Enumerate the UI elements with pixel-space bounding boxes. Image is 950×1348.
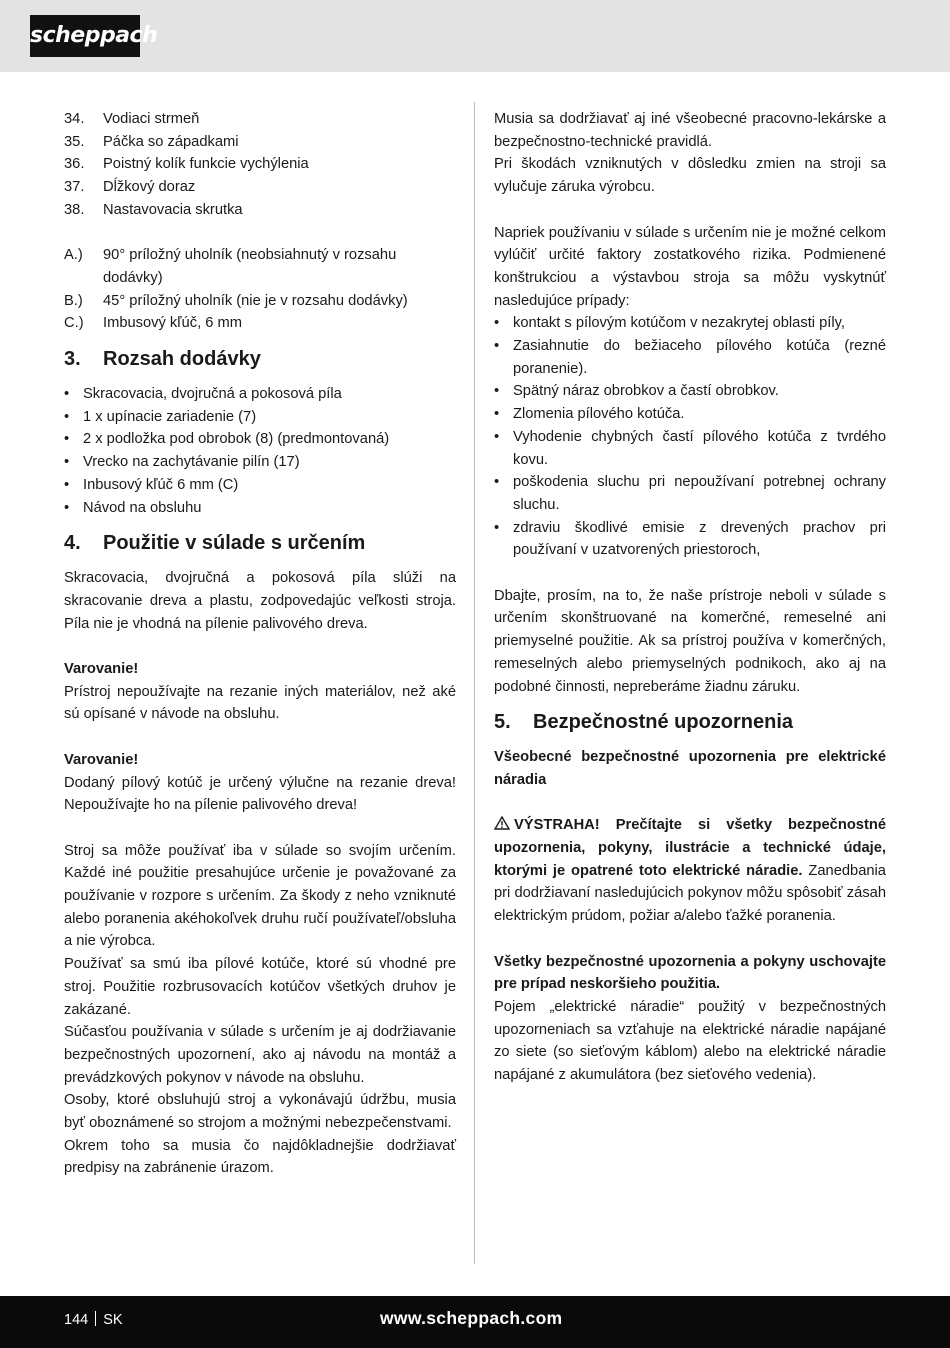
residual-risk-list xyxy=(494,312,886,562)
paragraph: Musia sa dodržiavať aj iné všeobecné pracovno-lekárske a bezpečnostno-technické pravidlá. xyxy=(494,111,886,150)
list-item: • Vyhodenie chybných častí pílového kotúča z tvrdého kovu. xyxy=(494,426,886,471)
list-item: • 2 x podložka pod obrobok (8) (predmontovaná) xyxy=(64,428,456,451)
paragraph: Okrem toho sa musia čo najdôkladnejšie dodržiavať predpisy na zabránenie úrazom. xyxy=(64,1137,456,1177)
paragraph: Stroj sa môže používať iba v súlade so svojím určením. Každé iné použitie presahujúce určenie je považované za používanie v rozpore s určením. Za škody z neho vzniknuté alebo poranenia akéhokoľvek druhu ručí používateľ/obsluha a nie výrobca. xyxy=(64,842,456,950)
list-item: 36. Poistný kolík funkcie vychýlenia xyxy=(64,156,309,173)
scope-of-delivery-list xyxy=(64,383,456,519)
parts-list xyxy=(64,108,456,222)
page-header xyxy=(0,0,950,72)
list-item: • Inbusový kľúč 6 mm (C) xyxy=(64,474,456,497)
paragraph: Používať sa smú iba pílové kotúče, ktoré sú vhodné pre stroj. Použitie rozbrusovacích kotúčov všetkých druhov je zakázané. xyxy=(64,956,456,1018)
section-4-heading: 4. Použitie v súlade s určením xyxy=(64,532,366,555)
list-item: • Skracovacia, dvojručná a pokosová píla xyxy=(64,383,456,406)
page-number: 144 SK xyxy=(64,1312,123,1328)
list-item: 34. Vodiaci strmeň xyxy=(64,111,200,127)
paragraph: Všetky bezpečnostné upozornenia a pokyny uschovajte pre prípad neskoršieho použitia. xyxy=(494,953,886,993)
column-divider xyxy=(474,102,475,1264)
list-item: 38. Nastavovacia skrutka xyxy=(64,201,243,218)
list-item: A.) 90° príložný uholník (neobsiahnutý v rozsahu dodávky) xyxy=(64,247,397,286)
paragraph: Osoby, ktoré obsluhujú stroj a vykonávajú údržbu, musia byť oboznámené so strojom a možnými nebezpečenstvami. xyxy=(64,1092,456,1132)
list-item: • poškodenia sluchu pri nepoužívaní potrebnej ochrany sluchu. xyxy=(494,471,886,516)
list-item: • Vrecko na zachytávanie pilín (17) xyxy=(64,451,456,474)
list-item: • kontakt s pílovým kotúčom v nezakrytej oblasti píly, xyxy=(494,312,886,335)
paragraph: Súčasťou používania v súlade s určením je aj dodržiavanie bezpečnostných upozornení, ako aj návodu na montáž a prevádzkových pokynov v návode na obsluhu. xyxy=(64,1024,456,1086)
scheppach-logo: scheppach xyxy=(30,15,140,57)
warning-heading: Varovanie! xyxy=(64,661,139,678)
left-column xyxy=(64,108,456,1180)
warning-heading: Varovanie! xyxy=(64,751,139,768)
list-item: • Zasiahnutie do bežiaceho pílového kotúča (rezné poranenie). xyxy=(494,335,886,380)
subheading: Všeobecné bezpečnostné upozornenia pre elektrické náradia xyxy=(494,749,886,788)
paragraph: Pri škodách vzniknutých v dôsledku zmien na stroji sa vylučuje záruka výrobcu. xyxy=(494,156,886,196)
section-3-heading: 3. Rozsah dodávky xyxy=(64,348,261,371)
paragraph: Prístroj nepoužívajte na rezanie iných materiálov, než aké sú opísané v návode na obsluhu. xyxy=(64,683,456,723)
list-item: • zdraviu škodlivé emisie z drevených prachov pri používaní v uzatvorených priestoroch, xyxy=(494,517,886,562)
paragraph: Pojem „elektrické náradie“ použitý v bezpečnostných upozorneniach sa vzťahuje na elektrické náradie napájané zo siete (so sieťovým káblom) alebo na elektrické náradie napájané z akumulátora (bez sieťového vedenia). xyxy=(494,998,886,1084)
warning-paragraph: VÝSTRAHA! Prečítajte si všetky bezpečnostné upozornenia, pokyny, ilustrácie a technické údaje, ktorými je opatrené toto elektrické náradie. Zanedbania pri dodržiavaní nasledujúcich pokynov môžu spôsobiť zásah elektrickým prúdom, požiar a/alebo ťažké poranenia. xyxy=(494,817,886,925)
warning-triangle-icon xyxy=(494,816,510,830)
list-item: 37. Dĺžkový doraz xyxy=(64,179,196,196)
paragraph: Napriek používaniu v súlade s určením nie je možné celkom vylúčiť určité faktory zostatkového rizika. Podmienené konštrukciou a výstavbou stroja sa môžu vyskytnúť nasledujúce prípady: xyxy=(494,224,886,309)
list-item: B.) 45° príložný uholník (nie je v rozsahu dodávky) xyxy=(64,292,408,309)
page-footer xyxy=(0,1296,950,1348)
paragraph: Dbajte, prosím, na to, že naše prístroje neboli v súlade s určením skonštruované na komerčné, remeselné ani priemyselné použitie. Ak sa prístroj používa v komerčných, remeselných alebo priemyselných podnikoch, ako aj na podobné činnosti, nepreberáme žiadnu záruku. xyxy=(494,587,886,695)
right-column xyxy=(494,108,886,1087)
paragraph: Dodaný pílový kotúč je určený výlučne na rezanie dreva! Nepoužívajte ho na pílenie palivového dreva! xyxy=(64,774,456,814)
list-item: • 1 x upínacie zariadenie (7) xyxy=(64,406,456,429)
paragraph: Skracovacia, dvojručná a pokosová píla slúži na skracovanie dreva a plastu, zodpovedajúc veľkosti stroja. Píla nie je vhodná na pílenie palivového dreva. xyxy=(64,570,456,632)
list-item: • Návod na obsluhu xyxy=(64,497,456,520)
list-item: • Zlomenia pílového kotúča. xyxy=(494,403,886,426)
section-5-heading: 5. Bezpečnostné upozornenia xyxy=(494,711,794,734)
list-item: 35. Páčka so západkami xyxy=(64,133,239,150)
accessories-list xyxy=(64,244,456,335)
website-url: www.scheppach.com xyxy=(380,1308,563,1328)
list-item: • Spätný náraz obrobkov a častí obrobkov. xyxy=(494,380,886,403)
list-item: C.) Imbusový kľúč, 6 mm xyxy=(64,315,242,332)
